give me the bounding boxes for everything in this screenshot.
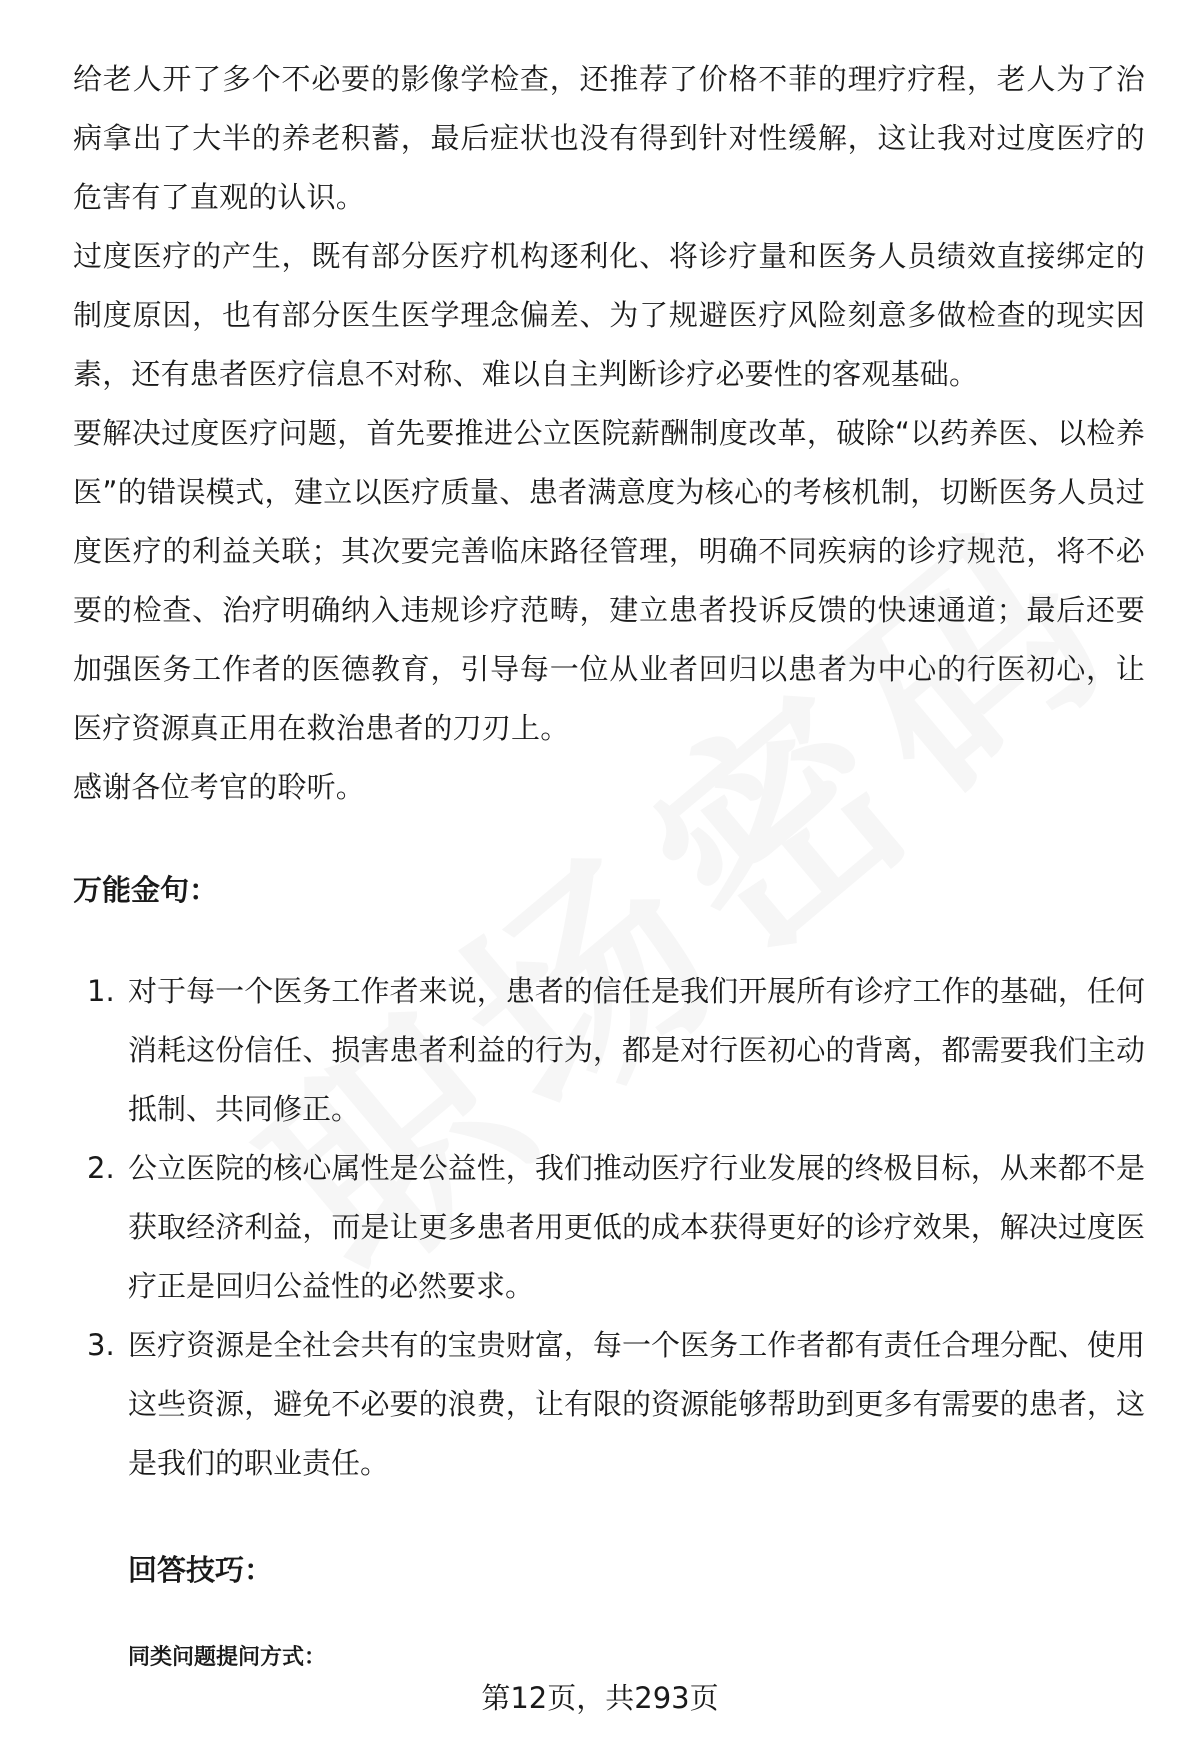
- list-item: [73, 1316, 1145, 1493]
- list-item-number: 1.: [87, 974, 115, 1008]
- list-item: [73, 1139, 1145, 1316]
- list-item: [73, 962, 1145, 1139]
- list-item-text: 公立医院的核心属性是公益性，我们推动医疗行业发展的终极目标，从来都不是获取经济利益，而是让更多患者用更低的成本获得更好的诊疗效果，解决过度医疗正是回归公益性的必然要求。: [128, 1151, 1145, 1303]
- golden-sentences-list: [73, 962, 1145, 1493]
- paragraph-1: 给老人开了多个不必要的影像学检查，还推荐了价格不菲的理疗疗程，老人为了治病拿出了大半的养老积蓄，最后症状也没有得到针对性缓解，这让我对过度医疗的危害有了直观的认识。: [73, 62, 1145, 214]
- list-item-number: 3.: [87, 1328, 115, 1362]
- list-item-text: 对于每一个医务工作者来说，患者的信任是我们开展所有诊疗工作的基础，任何消耗这份信任、损害患者利益的行为，都是对行医初心的背离，都需要我们主动抵制、共同修正。: [128, 974, 1145, 1126]
- list-item-number: 2.: [87, 1151, 115, 1185]
- list-item-text: 医疗资源是全社会共有的宝贵财富，每一个医务工作者都有责任合理分配、使用这些资源，避免不必要的浪费，让有限的资源能够帮助到更多有需要的患者，这是我们的职业责任。: [128, 1328, 1145, 1480]
- answer-tips-heading: 回答技巧：: [128, 1553, 274, 1587]
- paragraph-closing: 感谢各位考官的聆听。: [73, 770, 366, 804]
- paragraph-3: 要解决过度医疗问题，首先要推进公立医院薪酬制度改革，破除“以药养医、以检养医”的错误模式，建立以医疗质量、患者满意度为核心的考核机制，切断医务人员过度医疗的利益关联；其次要完善临床路径管理，明确不同疾病的诊疗规范，将不必要的检查、治疗明确纳入违规诊疗范畴，建立患者投诉反馈的快速通道；最后还要加强医务工作者的医德教育，引导每一位从业者回归以患者为中心的行医初心，让医疗资源真正用在救治患者的刀刃上。: [73, 416, 1145, 745]
- paragraph-2: 过度医疗的产生，既有部分医疗机构逐利化、将诊疗量和医务人员绩效直接绑定的制度原因，也有部分医生医学理念偏差、为了规避医疗风险刻意多做检查的现实因素，还有患者医疗信息不对称、难以自主判断诊疗必要性的客观基础。: [73, 239, 1145, 391]
- similar-questions-heading: 同类问题提问方式：: [128, 1645, 327, 1670]
- golden-sentences-heading: 万能金句：: [73, 873, 219, 907]
- page-number: 第12页，共293页: [481, 1681, 719, 1715]
